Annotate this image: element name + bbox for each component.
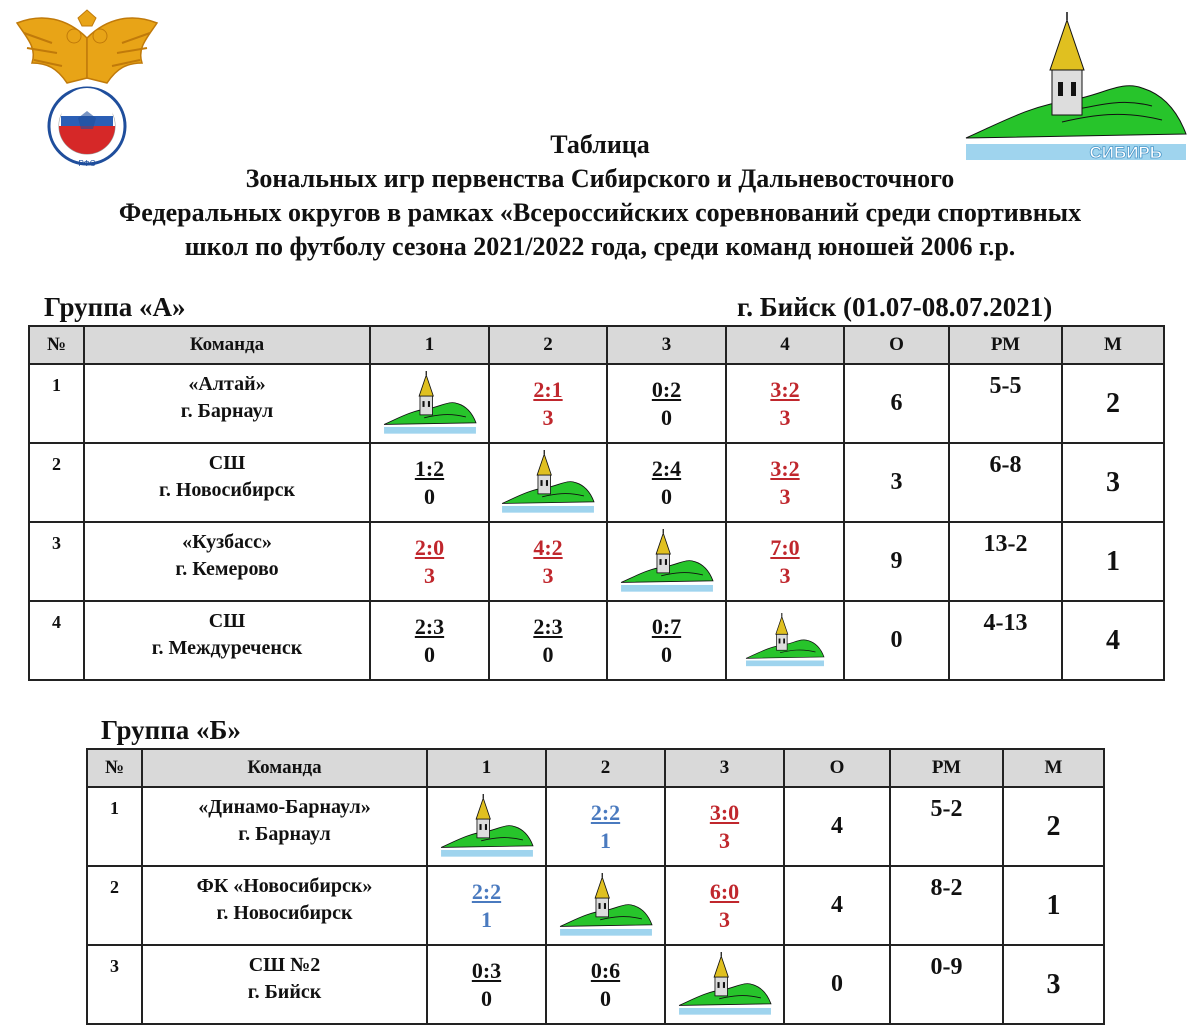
header-col-4: 4 [726, 326, 844, 364]
team-city: г. Барнаул [238, 823, 331, 845]
self-match-cell [726, 601, 844, 680]
match-points: 0 [660, 483, 672, 509]
siberia-logo-icon [382, 371, 478, 437]
match-result [710, 878, 739, 934]
table-header-row [29, 326, 1164, 364]
goal-difference: 8-2 [890, 866, 1003, 945]
goal-difference: 6-8 [949, 443, 1062, 522]
table-row [29, 364, 1164, 443]
self-match-cell [427, 787, 546, 866]
team-name: «Алтай» [188, 373, 266, 395]
match-result [415, 613, 444, 669]
match-score: 3:2 [770, 376, 800, 402]
header-goals: РМ [890, 749, 1003, 787]
match-score: 0:3 [471, 957, 502, 983]
table-row [29, 522, 1164, 601]
match-result [652, 613, 681, 669]
self-match-cell [370, 364, 489, 443]
match-points: 0 [423, 483, 435, 509]
header-team: Команда [84, 326, 370, 364]
header-num: № [29, 326, 84, 364]
match-result-cell [607, 364, 726, 443]
row-number: 2 [29, 443, 84, 522]
match-result-cell [665, 787, 784, 866]
match-result-cell [489, 522, 607, 601]
self-match-cell [546, 866, 665, 945]
self-match-cell [489, 443, 607, 522]
match-result-cell [489, 364, 607, 443]
match-score: 2:4 [651, 455, 682, 481]
final-place: 2 [1003, 787, 1104, 866]
header-col-1: 1 [370, 326, 489, 364]
final-place: 3 [1003, 945, 1104, 1024]
team-name: «Динамо-Барнаул» [198, 796, 371, 818]
group-a-venue: г. Бийск (01.07-08.07.2021) [737, 292, 1053, 322]
match-points: 0 [660, 404, 672, 430]
match-points: 1 [599, 827, 611, 853]
svg-text:РФС: РФС [78, 159, 96, 168]
self-match-cell [665, 945, 784, 1024]
match-result-cell [427, 866, 546, 945]
team-city: г. Бийск [247, 981, 322, 1003]
match-points: 3 [779, 483, 791, 509]
total-points: 6 [844, 364, 949, 443]
table-row [29, 443, 1164, 522]
siberia-logo-text: СИБИРЬ [1089, 143, 1162, 162]
match-result-cell [546, 787, 665, 866]
team-city: г. Междуреченск [151, 637, 303, 659]
final-place: 2 [1062, 364, 1164, 443]
team-name: «Кузбасс» [182, 531, 272, 553]
team-cell [142, 945, 427, 1024]
header-col-1: 1 [427, 749, 546, 787]
row-number: 1 [87, 787, 142, 866]
match-result [415, 534, 444, 590]
match-result-cell [665, 866, 784, 945]
team-cell [84, 364, 370, 443]
team-cell [142, 787, 427, 866]
team-cell [84, 522, 370, 601]
match-score: 3:0 [709, 799, 740, 825]
header-team: Команда [142, 749, 427, 787]
match-result [591, 957, 620, 1013]
match-points: 0 [660, 641, 672, 667]
match-result-cell [546, 945, 665, 1024]
self-match-cell [607, 522, 726, 601]
row-number: 2 [87, 866, 142, 945]
match-result-cell [726, 443, 844, 522]
final-place: 1 [1003, 866, 1104, 945]
match-score: 2:2 [590, 799, 621, 825]
row-number: 4 [29, 601, 84, 680]
title-line-4: школ по футболу сезона 2021/2022 года, среди команд юношей 2006 г.р. [184, 232, 1016, 261]
match-result [472, 878, 501, 934]
total-points: 0 [844, 601, 949, 680]
team-cell [142, 866, 427, 945]
match-score: 7:0 [770, 534, 800, 560]
goal-difference: 5-5 [949, 364, 1062, 443]
row-number: 3 [29, 522, 84, 601]
table-row [87, 866, 1104, 945]
team-city: г. Барнаул [180, 400, 274, 422]
header-points: О [844, 326, 949, 364]
match-result [652, 455, 681, 511]
table-row [87, 945, 1104, 1024]
match-result-cell [726, 522, 844, 601]
match-result [652, 376, 681, 432]
group-b-label: Группа «Б» [101, 715, 241, 745]
match-score: 2:0 [414, 534, 445, 560]
final-place: 4 [1062, 601, 1164, 680]
match-result [770, 376, 799, 432]
match-result [415, 455, 444, 511]
group-b-table [86, 748, 1105, 1025]
header-num: № [87, 749, 142, 787]
match-result-cell [370, 601, 489, 680]
match-result [770, 455, 799, 511]
table-row [87, 787, 1104, 866]
match-result [533, 534, 562, 590]
match-result [533, 376, 562, 432]
siberia-logo-icon [744, 613, 826, 669]
team-name: СШ [208, 610, 246, 632]
match-score: 3:2 [770, 455, 800, 481]
header-points: О [784, 749, 890, 787]
match-score: 0:6 [590, 957, 621, 983]
final-place: 1 [1062, 522, 1164, 601]
match-score: 2:1 [533, 376, 563, 402]
match-result-cell [607, 601, 726, 680]
match-score: 0:7 [651, 613, 682, 639]
match-result-cell [607, 443, 726, 522]
match-result-cell [427, 945, 546, 1024]
row-number: 1 [29, 364, 84, 443]
goal-difference: 13-2 [949, 522, 1062, 601]
total-points: 4 [784, 866, 890, 945]
header-place: М [1062, 326, 1164, 364]
match-result-cell [370, 443, 489, 522]
match-points: 3 [718, 827, 730, 853]
match-score: 1:2 [414, 455, 445, 481]
goal-difference: 0-9 [890, 945, 1003, 1024]
team-city: г. Новосибирск [159, 479, 295, 501]
match-points: 3 [542, 562, 554, 588]
siberia-logo-icon [439, 794, 535, 860]
match-points: 0 [480, 985, 492, 1011]
header-col-2: 2 [546, 749, 665, 787]
match-result [770, 534, 799, 590]
match-points: 3 [718, 906, 730, 932]
match-points: 3 [423, 562, 435, 588]
header-goals: РМ [949, 326, 1062, 364]
team-name: СШ [208, 452, 246, 474]
table-row [29, 601, 1164, 680]
match-score: 0:2 [651, 376, 682, 402]
final-place: 3 [1062, 443, 1164, 522]
match-points: 0 [542, 641, 554, 667]
header-col-3: 3 [607, 326, 726, 364]
title-line-3: Федеральных округов в рамках «Всероссийских соревнований среди спортивных [118, 198, 1082, 227]
match-result-cell [726, 364, 844, 443]
match-points: 1 [480, 906, 492, 932]
match-score: 4:2 [533, 534, 563, 560]
document-title [0, 128, 1200, 264]
group-a-label: Группа «А» [44, 292, 186, 322]
match-points: 3 [779, 562, 791, 588]
match-points: 3 [542, 404, 554, 430]
row-number: 3 [87, 945, 142, 1024]
total-points: 9 [844, 522, 949, 601]
match-result [533, 613, 562, 669]
header-place: М [1003, 749, 1104, 787]
match-points: 0 [599, 985, 611, 1011]
table-header-row [87, 749, 1104, 787]
match-result-cell [489, 601, 607, 680]
match-points: 3 [779, 404, 791, 430]
match-score: 2:2 [471, 878, 502, 904]
team-cell [84, 443, 370, 522]
siberia-logo-icon [677, 952, 773, 1018]
team-city: г. Кемерово [175, 558, 279, 580]
match-result [710, 799, 739, 855]
siberia-logo-icon [558, 873, 654, 939]
match-score: 6:0 [709, 878, 740, 904]
total-points: 0 [784, 945, 890, 1024]
header-col-3: 3 [665, 749, 784, 787]
match-score: 2:3 [414, 613, 445, 639]
group-a-table [28, 325, 1165, 681]
total-points: 3 [844, 443, 949, 522]
match-result [591, 799, 620, 855]
team-cell [84, 601, 370, 680]
team-name: СШ №2 [248, 954, 321, 976]
siberia-logo-icon [500, 450, 596, 516]
match-points: 0 [423, 641, 435, 667]
team-city: г. Новосибирск [216, 902, 353, 924]
header-col-2: 2 [489, 326, 607, 364]
siberia-logo-icon [619, 529, 715, 595]
goal-difference: 4-13 [949, 601, 1062, 680]
match-score: 2:3 [533, 613, 563, 639]
total-points: 4 [784, 787, 890, 866]
title-line-1: Таблица [550, 130, 650, 159]
goal-difference: 5-2 [890, 787, 1003, 866]
title-line-2: Зональных игр первенства Сибирского и Дальневосточного [245, 164, 955, 193]
match-result [472, 957, 501, 1013]
match-result-cell [370, 522, 489, 601]
team-name: ФК «Новосибирск» [196, 875, 373, 897]
